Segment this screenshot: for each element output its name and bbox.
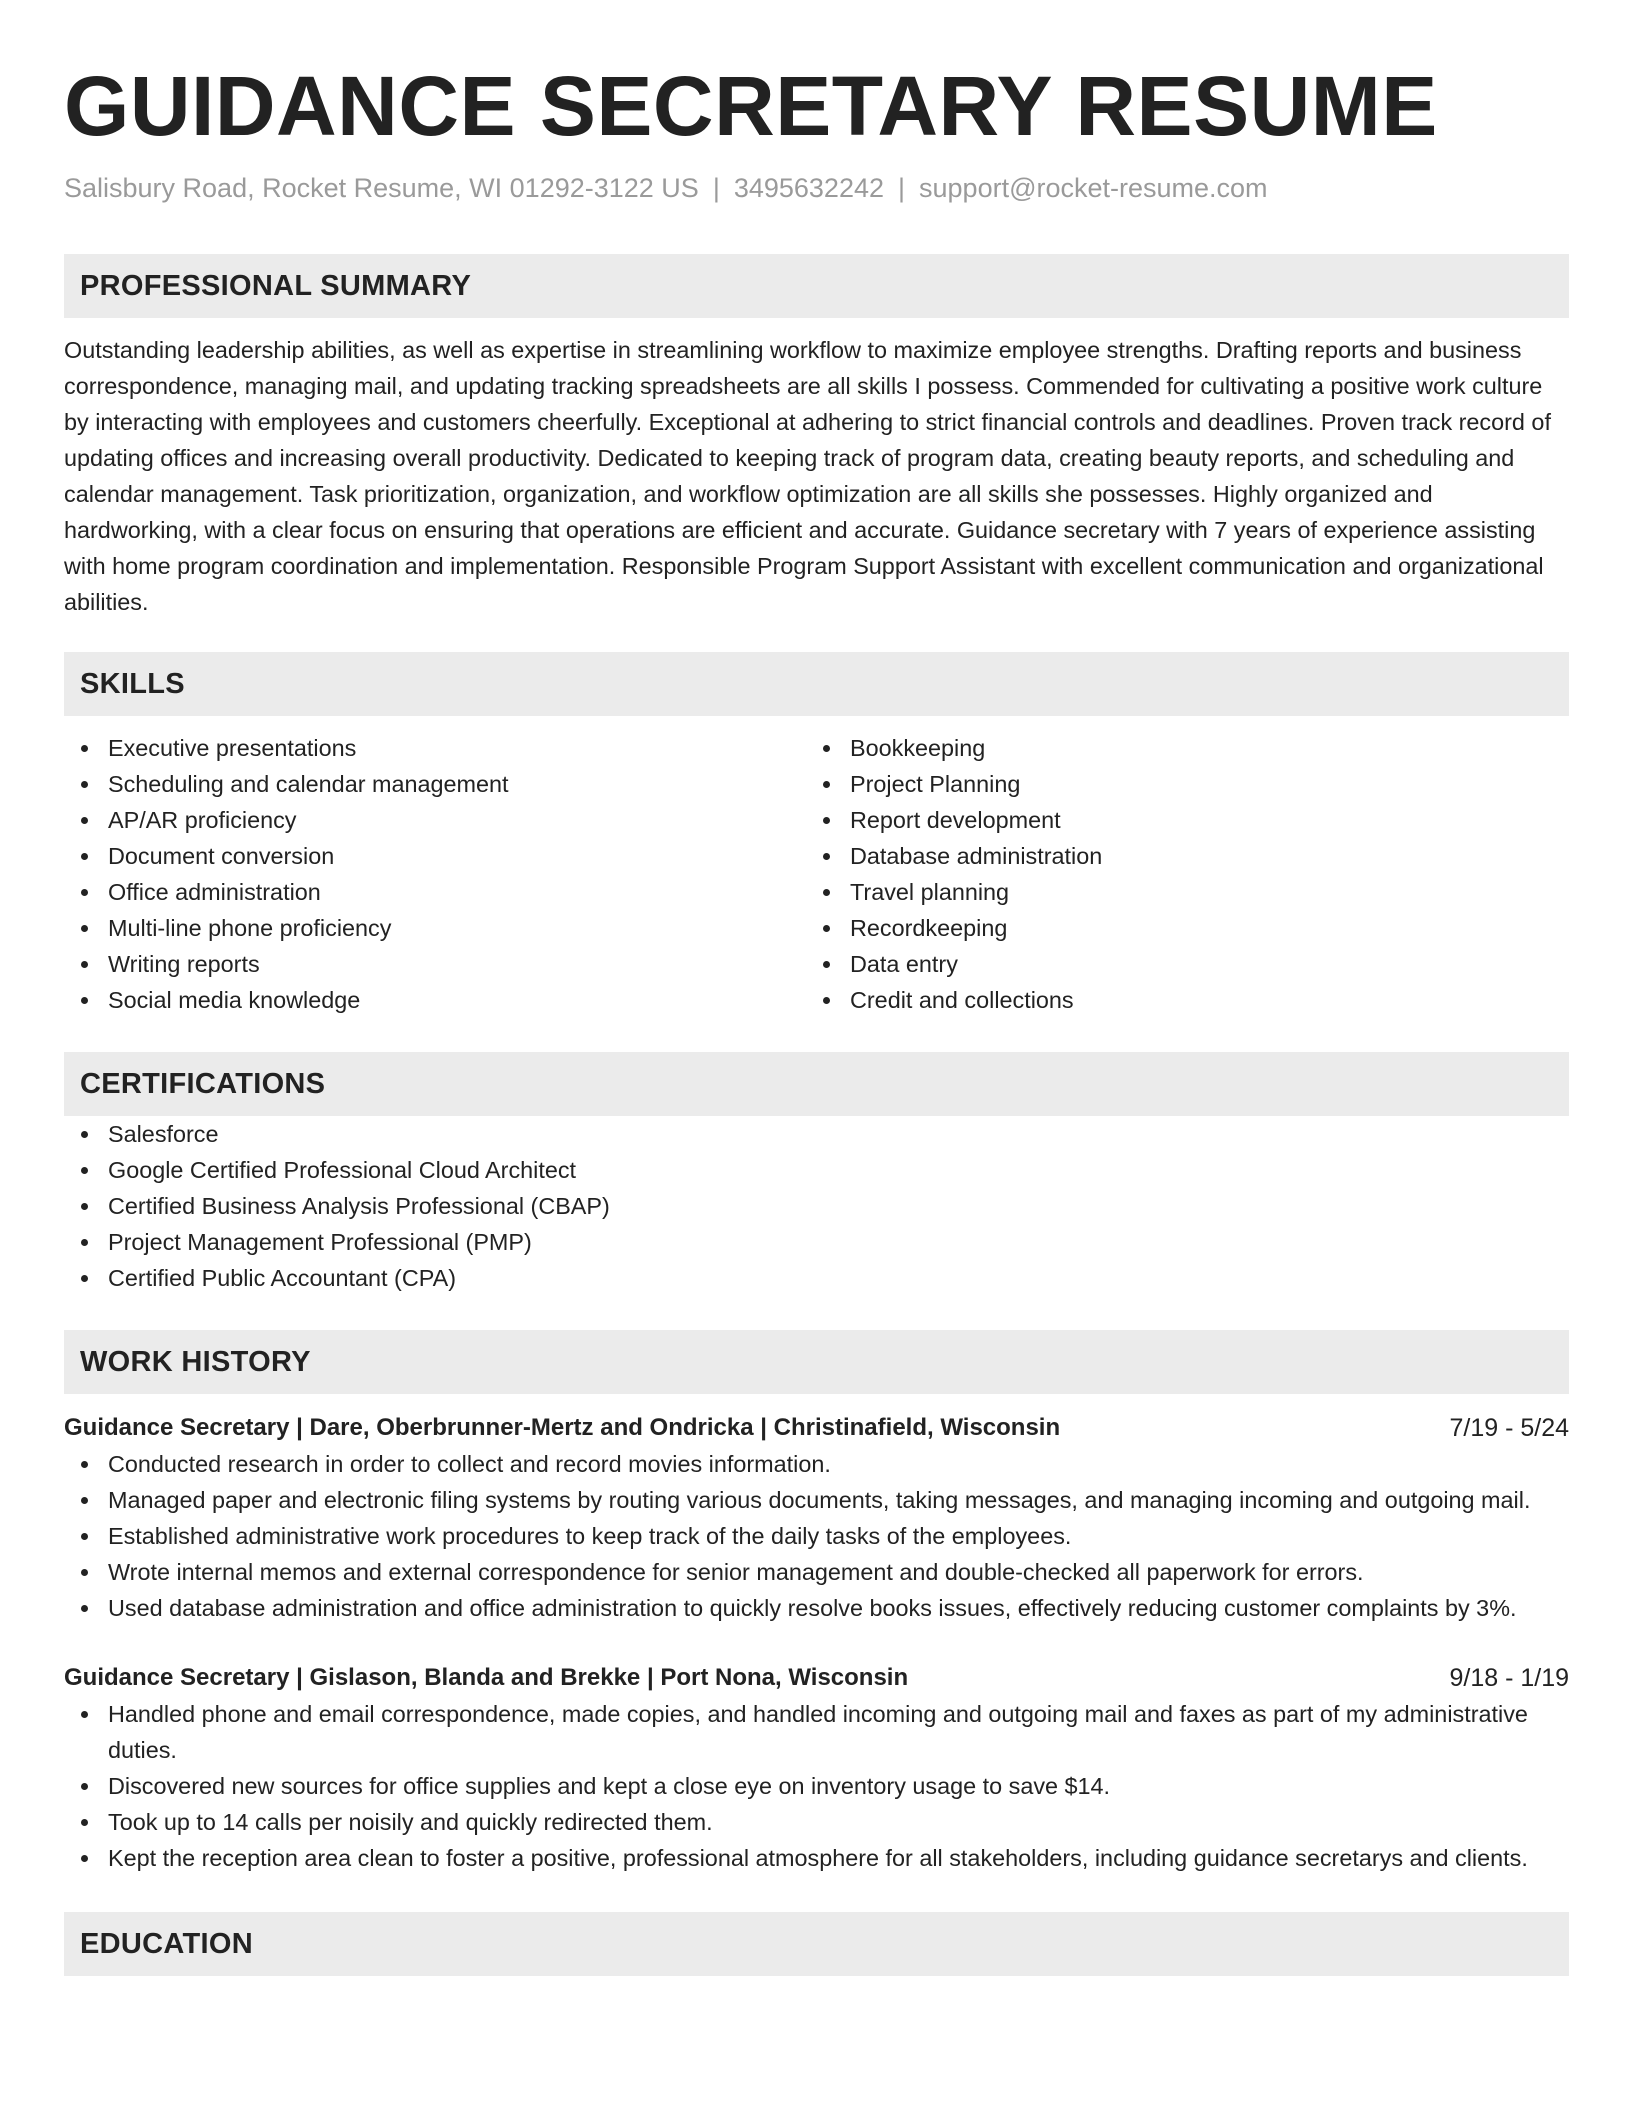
- job-bullet: Handled phone and email correspondence, made copies, and handled incoming and outgoing mail and faxes as part of my administrative duties.: [64, 1696, 1569, 1768]
- section-header-summary: PROFESSIONAL SUMMARY: [64, 254, 1569, 318]
- skill-item: Scheduling and calendar management: [64, 766, 806, 802]
- contact-address: Salisbury Road, Rocket Resume, WI 01292-3122 US: [64, 173, 699, 203]
- skill-item: Office administration: [64, 874, 806, 910]
- summary-text: Outstanding leadership abilities, as well as expertise in streamlining workflow to maximize employee strengths. Drafting reports and business correspondence, managing mail, and updating tracking spreadsheets are all skills I possess. Commended for cultivating a positive work culture by interacting with employees and customers cheerfully. Exceptional at adhering to strict financial controls and deadlines. Proven track record of updating offices and increasing overall productivity. Dedicated to keeping track of program data, creating beauty reports, and scheduling and calendar management. Task prioritization, organization, and workflow optimization are all skills she possesses. Highly organized and hardworking, with a clear focus on ensuring that operations are efficient and accurate. Guidance secretary with 7 years of experience assisting with home program coordination and implementation. Responsible Program Support Assistant with excellent communication and organizational abilities.: [64, 337, 1551, 615]
- skill-item: Document conversion: [64, 838, 806, 874]
- section-header-certifications: CERTIFICATIONS: [64, 1052, 1569, 1116]
- resume-title: GUIDANCE SECRETARY RESUME: [64, 59, 1438, 153]
- resume-page: [64, 0, 1569, 1976]
- skill-item: Executive presentations: [64, 730, 806, 766]
- skills-column-left: [64, 730, 806, 1018]
- job-title: Guidance Secretary | Gislason, Blanda and Brekke | Port Nona, Wisconsin: [64, 1664, 909, 1691]
- skills-column-right: [806, 730, 1548, 1018]
- skills-list: [64, 730, 1569, 1018]
- contact-separator: |: [712, 173, 720, 203]
- job-responsibilities: [64, 1696, 1569, 1876]
- skill-item: Credit and collections: [806, 982, 1548, 1018]
- certification-item: Project Management Professional (PMP): [64, 1224, 1569, 1260]
- skill-item: Bookkeeping: [806, 730, 1548, 766]
- skill-item: Multi-line phone proficiency: [64, 910, 806, 946]
- skill-item: Recordkeeping: [806, 910, 1548, 946]
- job-responsibilities: [64, 1446, 1569, 1626]
- job-bullet: Conducted research in order to collect and record movies information.: [64, 1446, 1569, 1482]
- section-header-work-history: WORK HISTORY: [64, 1330, 1569, 1394]
- job-dates: 7/19 - 5/24: [1449, 1414, 1569, 1442]
- job-header: [64, 1660, 1569, 1696]
- job-title: Guidance Secretary | Dare, Oberbrunner-Mertz and Ondricka | Christinafield, Wisconsin: [64, 1414, 1061, 1441]
- job-bullet: Took up to 14 calls per noisily and quickly redirected them.: [64, 1804, 1569, 1840]
- contact-separator: |: [898, 173, 906, 203]
- section-header-education: EDUCATION: [64, 1912, 1569, 1976]
- job-entry: [64, 1660, 1569, 1876]
- job-bullet: Wrote internal memos and external correspondence for senior management and double-checked all paperwork for errors.: [64, 1554, 1569, 1590]
- section-header-skills: SKILLS: [64, 652, 1569, 716]
- skill-item: Database administration: [806, 838, 1548, 874]
- certification-item: Certified Public Accountant (CPA): [64, 1260, 1569, 1296]
- certification-item: Certified Business Analysis Professional (CBAP): [64, 1188, 1569, 1224]
- certification-item: Salesforce: [64, 1116, 1569, 1152]
- contact-line: [64, 170, 1569, 206]
- skill-item: Social media knowledge: [64, 982, 806, 1018]
- certification-item: Google Certified Professional Cloud Architect: [64, 1152, 1569, 1188]
- contact-phone: 3495632242: [733, 173, 884, 203]
- job-dates: 9/18 - 1/19: [1449, 1664, 1569, 1692]
- job-bullet: Established administrative work procedures to keep track of the daily tasks of the employees.: [64, 1518, 1569, 1554]
- skill-item: Travel planning: [806, 874, 1548, 910]
- job-bullet: Managed paper and electronic filing systems by routing various documents, taking messages, and managing incoming and outgoing mail.: [64, 1482, 1569, 1518]
- certifications-list: [64, 1116, 1569, 1296]
- contact-email: support@rocket-resume.com: [919, 173, 1268, 203]
- skill-item: Data entry: [806, 946, 1548, 982]
- skill-item: Report development: [806, 802, 1548, 838]
- job-entry: [64, 1410, 1569, 1626]
- skill-item: AP/AR proficiency: [64, 802, 806, 838]
- job-bullet: Kept the reception area clean to foster a positive, professional atmosphere for all stakeholders, including guidance secretarys and clients.: [64, 1840, 1569, 1876]
- skill-item: Project Planning: [806, 766, 1548, 802]
- job-header: [64, 1410, 1569, 1446]
- job-bullet: Discovered new sources for office supplies and kept a close eye on inventory usage to save $14.: [64, 1768, 1569, 1804]
- skill-item: Writing reports: [64, 946, 806, 982]
- job-bullet: Used database administration and office administration to quickly resolve books issues, effectively reducing customer complaints by 3%.: [64, 1590, 1569, 1626]
